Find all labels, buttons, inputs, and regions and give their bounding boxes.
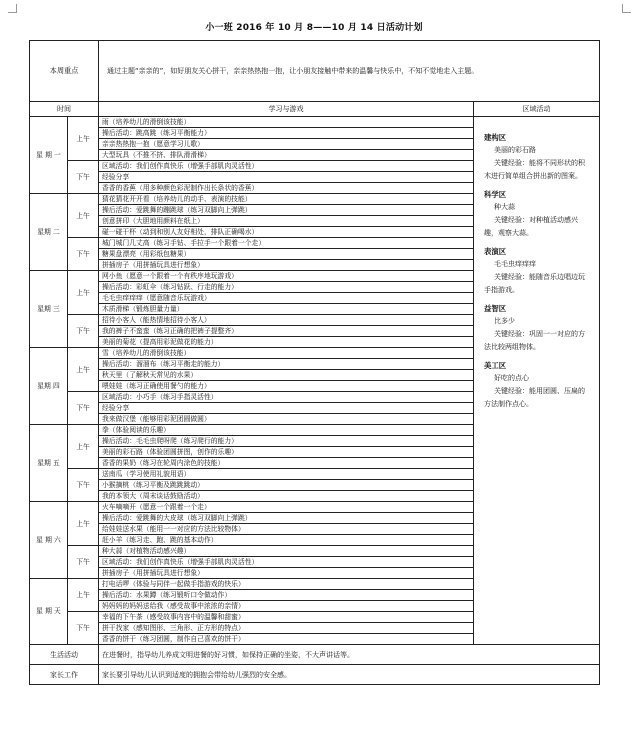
morning-label: 上午: [68, 194, 99, 238]
area-goal: 关键经验：对种植活动感兴趣，观察大蒜。: [484, 216, 579, 237]
morning-label: 上午: [68, 348, 99, 392]
region-activities: [474, 117, 600, 645]
corner-mark-left: [8, 4, 17, 13]
morning-label: 上午: [68, 425, 99, 469]
area-goal: 关键经验：能用团圆、压扁的方法制作点心。: [484, 387, 586, 408]
activity-item: 猜花猜花开开看（培养幼儿的动手、表演的技能）: [99, 194, 474, 205]
activity-item: 种大蒜（对植物活动感兴趣）: [99, 546, 474, 557]
area-name: 建构区: [484, 133, 507, 142]
activity-item: 操后活动：爱跳舞的大皮球（练习双脚向上弹跳）: [99, 513, 474, 524]
activity-item: 妈妈妈的妈妈送给我（感受故事中浓浓的亲情）: [99, 601, 474, 612]
activity-item: 送南瓜（学习使用礼貌用语）: [99, 469, 474, 480]
area-goal: 关键经验：巩固一一对应的方法比较两组物体。: [484, 330, 586, 351]
time-header: 时间: [30, 102, 99, 117]
activity-item: 香香的香蕉（用多种颜色彩泥制作出长条状的香蕉）: [99, 183, 474, 194]
activity-item: 秋天里（了解秋天常见的水果）: [99, 370, 474, 381]
area-item: 种大蒜: [494, 203, 516, 211]
afternoon-label: 下午: [68, 238, 99, 271]
activity-item: 区域活动：小巧手（练习手指灵活性）: [99, 392, 474, 403]
activity-item: 经验分享: [99, 172, 474, 183]
activity-item: 经验分享: [99, 403, 474, 414]
activity-item: 操后活动：溜溜布（练习平衡走的能力）: [99, 359, 474, 370]
day-label: 星期 二: [30, 194, 68, 271]
activity-item: 火车嘀嘀开（愿意一个跟着一个走）: [99, 502, 474, 513]
activity-row: [30, 117, 600, 128]
area-item: 比多少: [494, 317, 516, 325]
day-label: 星期 五: [30, 425, 68, 502]
activity-item: 雪（培养幼儿的滑倒该技能）: [99, 348, 474, 359]
header-row: [30, 102, 600, 117]
activity-item: 区域活动：我们创作真快乐（增强手部肌肉灵活性）: [99, 557, 474, 568]
area-item: 美丽的彩石路: [494, 146, 537, 154]
afternoon-label: 下午: [68, 161, 99, 194]
day-label: 星期 四: [30, 348, 68, 425]
activity-item: 操后活动：水果蹲（练习锻听口令做动作）: [99, 590, 474, 601]
area-name: 科学区: [484, 190, 507, 199]
corner-mark-right: [622, 4, 631, 13]
activity-item: 我的裤子不蛮蛮（练习正确的把裤子提整齐）: [99, 326, 474, 337]
region-area: [484, 131, 591, 183]
activity-item: 我的本领大（周末谈话鼓励活动）: [99, 491, 474, 502]
area-name: 美工区: [484, 361, 507, 370]
day-label: 星期 三: [30, 271, 68, 348]
activity-item: 香香的饼干（练习团圆，制作自己喜欢的饼干）: [99, 634, 474, 645]
activity-item: 我来做汉堡（能够用彩泥团圆做圆）: [99, 414, 474, 425]
activity-item: 给娃娃送水果（能用一一对应的方法比较物体）: [99, 524, 474, 535]
activity-item: 喂娃娃（练习正确使用餐勺的能力）: [99, 381, 474, 392]
footer-text: 在进餐时，指导幼儿养成文明进餐的好习惯，如保持正确的坐姿，不大声讲话等。: [99, 645, 600, 665]
activity-item: 操后活动：彩虹伞（练习钻跃、行走的能力）: [99, 282, 474, 293]
activity-item: 赶小羊（练习走、跑、跳的基本动作）: [99, 535, 474, 546]
day-label: 星 期 天: [30, 579, 68, 645]
activity-item: 拼插房子（用拼插玩具进行想象）: [99, 568, 474, 579]
footer-row: [30, 645, 600, 665]
activity-item: 创意拼印（大胆地用颜料在纸上）: [99, 216, 474, 227]
morning-label: 上午: [68, 502, 99, 546]
activity-item: 城门城门几丈高（练习手钻、手拉手一个跟着一个走）: [99, 238, 474, 249]
morning-label: 上午: [68, 117, 99, 161]
footer-text: 家长要引导幼儿认识到适度的拥抱会带给幼儿强烈的安全感。: [99, 665, 600, 685]
morning-label: 上午: [68, 579, 99, 612]
region-area: [484, 359, 591, 411]
footer-row: [30, 665, 600, 685]
activity-item: 毛毛虫痒痒痒（愿意随音乐玩游戏）: [99, 293, 474, 304]
activity-item: 美丽的菊花（提高用彩泥做花的能力）: [99, 337, 474, 348]
activity-item: 香香的果奶（练习在轮周内涂色的技能）: [99, 458, 474, 469]
activity-item: 招待小客人（能热情地招待小客人）: [99, 315, 474, 326]
activity-plan-table: [29, 40, 600, 685]
region-header: 区域活动: [474, 102, 600, 117]
activity-item: 操后活动：爱跳舞的蹦跳球（练习双脚向上弹跳）: [99, 205, 474, 216]
activity-item: 网小鱼（愿意一个跟着一个有秩序地玩游戏）: [99, 271, 474, 282]
focus-text: 通过主题“亲亲的”，如好朋友关心拼干，亲亲热热抱一抱，让小朋友接触中带来的温馨与快乐中，不知不觉地走入主题。: [99, 41, 600, 102]
afternoon-label: 下午: [68, 469, 99, 502]
day-label: 星 期 六: [30, 502, 68, 579]
area-goal: 关键经验：能随音乐边唱边玩手指游戏。: [484, 273, 586, 294]
activity-item: 操后活动：跳高跳（练习平衡能力）: [99, 128, 474, 139]
area-item: 毛毛虫痒痒痒: [494, 260, 537, 268]
area-name: 表演区: [484, 247, 507, 256]
footer-label: 生活活动: [30, 645, 99, 665]
afternoon-label: 下午: [68, 315, 99, 348]
day-label: 星 期 一: [30, 117, 68, 194]
learning-header: 学习与游戏: [99, 102, 474, 117]
activity-item: 亲亲热热抱一抱（愿意学习儿歌）: [99, 139, 474, 150]
activity-item: 雨（培养幼儿的滑倒该技能）: [99, 117, 474, 128]
activity-item: 大型玩具（不推不挤、排队滑滑梯）: [99, 150, 474, 161]
afternoon-label: 下午: [68, 546, 99, 579]
morning-label: 上午: [68, 271, 99, 315]
document-title: 小一班 2016 年 10 月 8——10 月 14 日活动计划: [205, 23, 423, 33]
activity-item: 幸福的下午茶（感受故事内容中的温馨和甜蜜）: [99, 612, 474, 623]
activity-item: 小猴摘桃（练习平衡及跳跳跳动）: [99, 480, 474, 491]
afternoon-label: 下午: [68, 612, 99, 645]
activity-item: 操后活动：毛毛虫爬呀爬（练习爬行的能力）: [99, 436, 474, 447]
region-area: [484, 302, 591, 354]
area-item: 好吃的点心: [494, 374, 530, 382]
afternoon-label: 下午: [68, 392, 99, 425]
activity-item: 区域活动：我们创作真快乐（增强手部肌肉灵活性）: [99, 161, 474, 172]
area-name: 益智区: [484, 304, 507, 313]
activity-item: 碰一碰干杯（动到和别人友好相处，排队正确喝水）: [99, 227, 474, 238]
region-area: [484, 245, 591, 297]
focus-label: 本周重点: [30, 41, 99, 102]
activity-item: 拼干找家（感知图形、三角形、正方形的特点）: [99, 623, 474, 634]
activity-item: 美丽的彩石路（体验团圆拼图，创作的乐趣）: [99, 447, 474, 458]
activity-item: 木质滑梯（锻炼胆量力量）: [99, 304, 474, 315]
activity-item: 拳（体验阅读的乐趣）: [99, 425, 474, 436]
activity-item: 拼插房子（用拼插玩具进行想象）: [99, 260, 474, 271]
focus-row: [30, 41, 600, 102]
area-goal: 关键经验：能将不同形状的积木进行简单组合拼出新的图案。: [484, 159, 586, 180]
activity-item: 糖果盘漂亮（用彩纸包糖果）: [99, 249, 474, 260]
footer-label: 家长工作: [30, 665, 99, 685]
region-area: [484, 188, 591, 240]
activity-item: 打电话啰（体验与同伴一起做手指游戏的快乐）: [99, 579, 474, 590]
